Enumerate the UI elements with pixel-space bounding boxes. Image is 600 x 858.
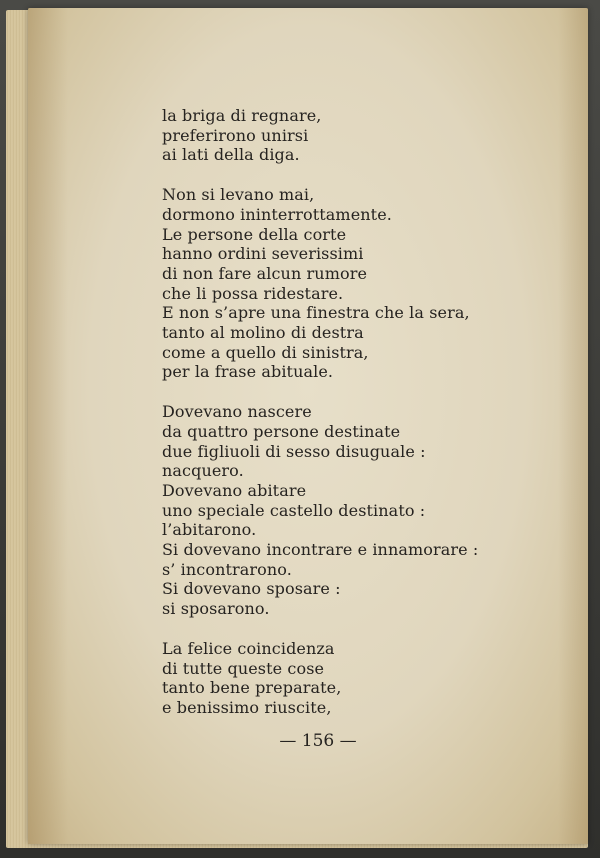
stanza-2 — [162, 185, 542, 382]
poem-line: tanto bene preparate, — [162, 678, 342, 698]
poem-line: la briga di regnare, — [162, 106, 322, 125]
stanza-3 — [162, 402, 542, 619]
poem-line: s’ incontrarono. — [162, 559, 292, 579]
poem-line: si sposarono. — [162, 599, 270, 619]
poem-line: Le persone della corte — [162, 224, 347, 244]
poem-line: di non fare alcun rumore — [162, 263, 368, 283]
poem-line: di tutte queste cose — [162, 658, 325, 678]
poem-line: Non si levano mai, — [162, 185, 315, 205]
poem-line: Dovevano nascere — [162, 402, 312, 422]
poem-line: nacquero. — [162, 461, 244, 481]
stanza-4 — [162, 639, 542, 718]
poem-line: l’abitarono. — [162, 520, 257, 540]
poem-text — [162, 106, 542, 738]
page-number: — 156 — — [279, 731, 357, 751]
poem-line: preferirono unirsi — [162, 125, 309, 145]
poem-line: come a quello di sinistra, — [162, 342, 369, 362]
poem-line: dormono ininterrottamente. — [162, 204, 392, 224]
poem-line: La felice coincidenza — [162, 638, 335, 658]
poem-line: ai lati della diga. — [162, 145, 300, 165]
poem-line: tanto al molino di destra — [162, 323, 364, 343]
poem-line: E non s’apre una finestra che la sera, — [162, 303, 470, 323]
poem-line: Si dovevano sposare : — [162, 579, 341, 599]
poem-line: da quattro persone destinate — [162, 421, 401, 441]
poem-line: Si dovevano incontrare e innamorare : — [162, 540, 479, 560]
poem-line: e benissimo riuscite, — [162, 697, 332, 717]
stanza-1 — [162, 106, 542, 165]
poem-line: hanno ordini severissimi — [162, 244, 364, 264]
poem-line: Dovevano abitare — [162, 480, 307, 500]
poem-line: due figliuoli di sesso disuguale : — [162, 441, 426, 461]
poem-line: per la frase abituale. — [162, 362, 334, 382]
poem-line: uno speciale castello destinato : — [162, 500, 426, 520]
poem-line: che li possa ridestare. — [162, 283, 344, 303]
